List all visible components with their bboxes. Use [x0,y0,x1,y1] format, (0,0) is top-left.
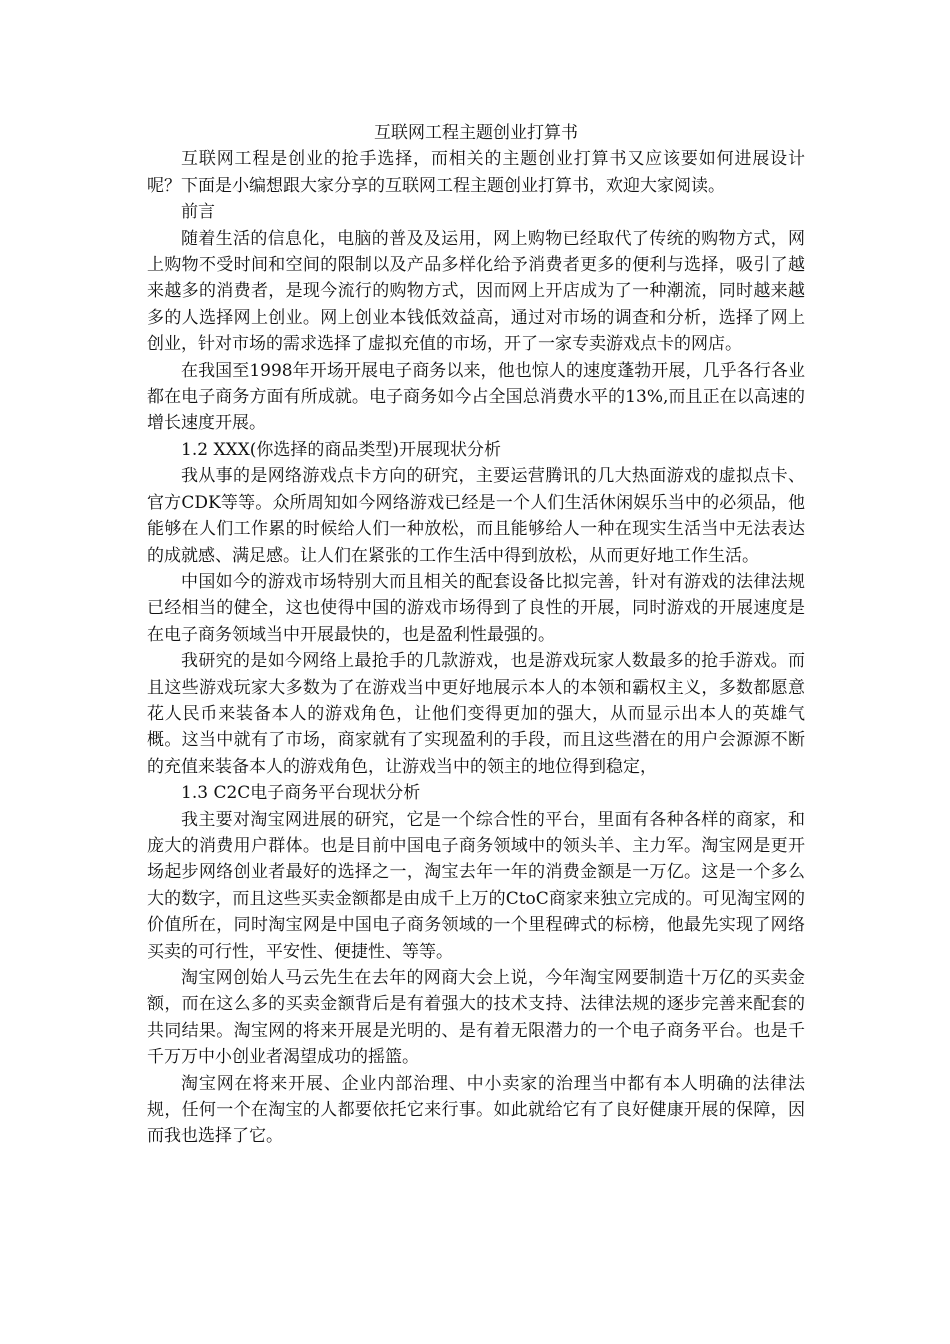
body-paragraph: 在我国至1998年开场开展电子商务以来，他也惊人的速度蓬勃开展，几乎各行各业都在电子商务方面有所成就。电子商务如今占全国总消费水平的13%,而且正在以高速的增长速度开展。 [147,360,805,434]
body-paragraph: 我研究的是如今网络上最抢手的几款游戏，也是游戏玩家人数最多的抢手游戏。而且这些游戏玩家大多数为了在游戏当中更好地展示本人的本领和霸权主义，多数都愿意花人民币来装备本人的游戏角色，让他们变得更加的强大，从而显示出本人的英雄气概。这当中就有了市场，商家就有了实现盈利的手段，而且这些潜在的用户会源源不断的充值来装备本人的游戏角色，让游戏当中的领主的地位得到稳定， [147,651,805,777]
intro-paragraph: 互联网工程是创业的抢手选择，而相关的主题创业打算书又应该要如何进展设计呢？下面是小编想跟大家分享的互联网工程主题创业打算书，欢迎大家阅读。 [147,149,805,196]
body-paragraph: 我从事的是网络游戏点卡方向的研究，主要运营腾讯的几大热面游戏的虚拟点卡、官方CDK等等。众所周知如今网络游戏已经是一个人们生活休闲娱乐当中的必须品，他能够在人们工作累的时候给人们一种放松，而且能够给人一种在现实生活当中无法表达的成就感、满足感。让人们在紧张的工作生活中得到放松，从而更好地工作生活。 [147,466,805,566]
section-heading-1-3: 1.3 C2C电子商务平台现状分析 [181,783,421,804]
body-paragraph: 我主要对淘宝网进展的研究，它是一个综合性的平台，里面有各种各样的商家，和庞大的消费用户群体。也是目前中国电子商务领域中的领头羊、主力军。淘宝网是更开场起步网络创业者最好的选择之一，淘宝去年一年的消费金额是一万亿。这是一个多么大的数字，而且这些买卖金额都是由成千上万的CtoC商家来独立完成的。可见淘宝网的价值所在，同时淘宝网是中国电子商务领域的一个里程碑式的标榜，他最先实现了网络买卖的可行性，平安性、便捷性、等等。 [147,809,805,962]
body-paragraph: 中国如今的游戏市场特别大而且相关的配套设备比拟完善，针对有游戏的法律法规已经相当的健全，这也使得中国的游戏市场得到了良性的开展，同时游戏的开展速度是在电子商务领域当中开展最快的，也是盈利性最强的。 [147,571,805,645]
body-paragraph: 随着生活的信息化，电脑的普及及运用，网上购物已经取代了传统的购物方式，网上购物不受时间和空间的限制以及产品多样化给予消费者更多的便利与选择，吸引了越来越多的消费者，是现今流行的购物方式，因而网上开店成为了一种潮流，同时越来越多的人选择网上创业。网上创业本钱低效益高，通过对市场的调查和分析，选择了网上创业，针对市场的需求选择了虚拟充值的市场，开了一家专卖游戏点卡的网店。 [147,228,805,355]
body-paragraph: 淘宝网创始人马云先生在去年的网商大会上说，今年淘宝网要制造十万亿的买卖金额，而在这么多的买卖金额背后是有着强大的技术支持、法律法规的逐步完善来配套的共同结果。淘宝网的将来开展是光明的、是有着无限潜力的一个电子商务平台。也是千千万万中小创业者渴望成功的摇篮。 [147,968,805,1068]
section-heading-1-2: 1.2 XXX(你选择的商品类型)开展现状分析 [181,439,502,460]
document-title: 互联网工程主题创业打算书 [374,123,578,143]
section-heading-preface: 前言 [181,202,215,223]
body-paragraph: 淘宝网在将来开展、企业内部治理、中小卖家的治理当中都有本人明确的法律法规，任何一个在淘宝的人都要依托它来行事。如此就给它有了良好健康开展的保障，因而我也选择了它。 [147,1073,805,1147]
document-page [147,120,805,1150]
